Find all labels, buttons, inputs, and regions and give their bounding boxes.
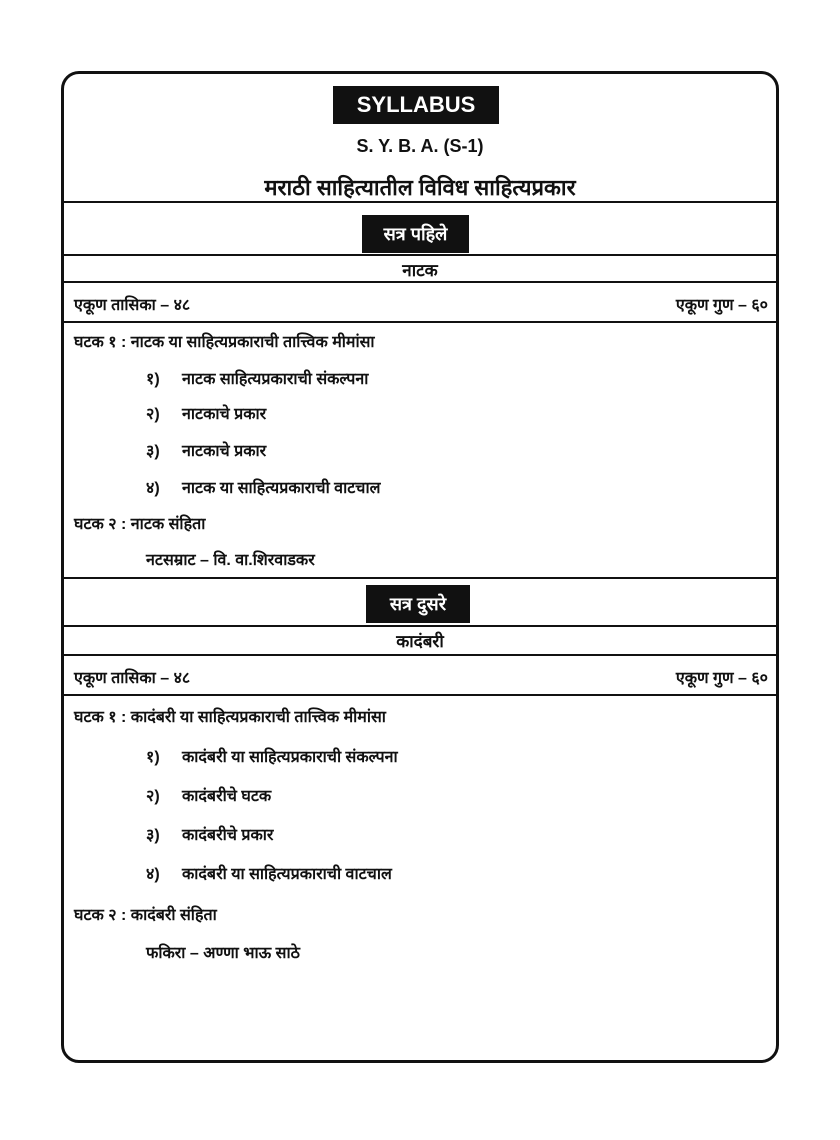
subject-title: मराठी साहित्यातील विविध साहित्यप्रकार xyxy=(264,175,576,200)
divider xyxy=(61,654,779,656)
semester-2-genre: कादंबरी xyxy=(396,632,444,651)
item-number: १) xyxy=(146,371,160,388)
semester-2-badge: सत्र दुसरे xyxy=(366,585,470,623)
divider xyxy=(61,254,779,256)
list-item: कादंबरीचे घटक xyxy=(182,788,272,805)
semester-2-unit-1: घटक १ : कादंबरी या साहित्यप्रकाराची तात्त्विक मीमांसा xyxy=(74,709,386,726)
divider xyxy=(61,625,779,627)
item-number: ४) xyxy=(146,866,160,883)
item-number: २) xyxy=(146,406,160,423)
semester-1-unit-2: घटक २ : नाटक संहिता xyxy=(74,516,206,533)
syllabus-badge: SYLLABUS xyxy=(333,86,499,124)
list-item: नाटकाचे प्रकार xyxy=(182,443,267,460)
list-item: कादंबरी या साहित्यप्रकाराची वाटचाल xyxy=(182,866,392,883)
divider xyxy=(61,321,779,323)
item-number: ३) xyxy=(146,827,160,844)
divider xyxy=(61,577,779,579)
list-item: कादंबरी या साहित्यप्रकाराची संकल्पना xyxy=(182,749,398,766)
semester-2-unit-2: घटक २ : कादंबरी संहिता xyxy=(74,907,217,924)
semester-2-marks: एकूण गुण – ६० xyxy=(675,670,768,687)
semester-2-hours: एकूण तासिका – ४८ xyxy=(74,670,191,687)
list-item: नाटक या साहित्यप्रकाराची वाटचाल xyxy=(182,480,381,497)
item-number: २) xyxy=(146,788,160,805)
semester-1-badge: सत्र पहिले xyxy=(362,215,469,253)
semester-1-hours: एकूण तासिका – ४८ xyxy=(74,297,191,314)
semester-1-unit-1: घटक १ : नाटक या साहित्यप्रकाराची तात्त्विक मीमांसा xyxy=(74,334,375,351)
divider xyxy=(61,281,779,283)
semester-1-genre: नाटक xyxy=(402,261,438,280)
semester-1-marks: एकूण गुण – ६० xyxy=(675,297,768,314)
list-item: नाटकाचे प्रकार xyxy=(182,406,267,423)
item-number: ४) xyxy=(146,480,160,497)
item-number: १) xyxy=(146,749,160,766)
divider xyxy=(61,201,779,203)
semester-2-text: फकिरा – अण्णा भाऊ साठे xyxy=(146,945,300,962)
divider xyxy=(61,694,779,696)
list-item: नाटक साहित्यप्रकाराची संकल्पना xyxy=(182,371,369,388)
item-number: ३) xyxy=(146,443,160,460)
list-item: कादंबरीचे प्रकार xyxy=(182,827,274,844)
class-title: S. Y. B. A. (S-1) xyxy=(356,136,484,156)
semester-1-text: नटसम्राट – वि. वा.शिरवाडकर xyxy=(146,552,315,569)
